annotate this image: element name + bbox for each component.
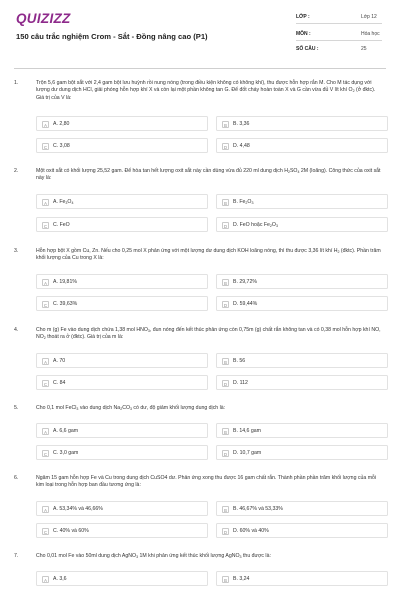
- option-b[interactable]: [216, 194, 388, 209]
- option-text: C. 3,08: [53, 143, 70, 149]
- question-number: 3.: [14, 248, 19, 254]
- option-letter-badge: D: [223, 223, 228, 229]
- option-a[interactable]: [36, 501, 208, 516]
- option-a[interactable]: [36, 423, 208, 438]
- meta-divider: [296, 23, 382, 24]
- option-letter-badge: B: [222, 121, 229, 128]
- question-text: Cho m (g) Fe vào dung dịch chứa 1,38 mol $HNO_3$, đun nóng đến kết thúc phản ứng còn 0,75m (g) chất rắn không tan và có 0,38 mol hỗn hợp khí NO, $NO_2$ thoát ra ở (đktc). Giá trị của m là:: [36, 327, 381, 341]
- option-letter-badge: B: [222, 199, 229, 206]
- option-letter-badge: C: [43, 529, 48, 535]
- option-c[interactable]: [36, 523, 208, 538]
- option-text: A. 6,6 gam: [53, 428, 79, 434]
- worksheet-title: 150 câu trắc nghiệm Crom - Sắt - Đồng nâng cao (P1): [16, 32, 208, 41]
- option-text: D. FeO hoặc $Fe_2O_3$: [233, 222, 278, 228]
- option-text: B. 56: [233, 358, 246, 364]
- meta-subject-label: MÔN :: [296, 31, 311, 37]
- option-b[interactable]: [216, 571, 388, 586]
- option-a[interactable]: [36, 353, 208, 368]
- question-text: Trộn 5,6 gam bột sắt với 2,4 gam bột lưu huỳnh rồi nung nóng (trong điều kiện không có không khí), thu được hỗn hợp rắn M. Cho M tác dụng với lượng dư dung dịch HCl, giải phóng hỗn hợp khí X và còn lại một phần không tan G. Để đốt cháy hoàn toàn X và G cần vừa đủ V lít khí $O_2$ (ở đktc). Giá trị của V là:: [36, 80, 376, 101]
- option-text: C. FeO: [53, 222, 70, 228]
- option-letter-badge: B: [222, 506, 229, 513]
- option-c[interactable]: [36, 375, 208, 390]
- option-letter-badge: D: [223, 451, 228, 457]
- option-text: C. 3,0 gam: [53, 450, 79, 456]
- option-text: D. 60% và 40%: [233, 528, 269, 534]
- meta-question-count-value: 25: [361, 46, 367, 52]
- question-text: Hỗn hợp bột X gồm Cu, Zn. Nếu cho 0,25 mol X phản ứng với một lượng dư dung dịch KOH loãng nóng, thì thu được 3,36 lít khí $H_2$ (đktc). Phần trăm khối lượng của Cu trong X là:: [36, 248, 381, 262]
- option-c[interactable]: [36, 217, 208, 232]
- worksheet-header: [0, 0, 400, 68]
- meta-question-count-label: SỐ CÂU :: [296, 46, 319, 52]
- option-a[interactable]: [36, 194, 208, 209]
- option-text: B. $Fe_2O_3$: [233, 199, 254, 205]
- option-letter-badge: C: [43, 451, 48, 457]
- option-letter-badge: A: [42, 428, 49, 435]
- option-text: A. 2,80: [53, 121, 70, 127]
- option-text: D. 4,48: [233, 143, 250, 149]
- option-letter-badge: A: [42, 199, 49, 206]
- option-letter-badge: C: [43, 144, 48, 150]
- option-a[interactable]: [36, 274, 208, 289]
- option-letter-badge: D: [223, 529, 228, 535]
- question-number: 1.: [14, 80, 19, 86]
- option-text: A. 70: [53, 358, 66, 364]
- question-number: 7.: [14, 553, 19, 559]
- option-d[interactable]: [216, 523, 388, 538]
- option-text: A. 3,6: [53, 576, 67, 582]
- option-b[interactable]: [216, 423, 388, 438]
- option-text: B. 14,6 gam: [233, 428, 261, 434]
- option-letter-badge: D: [223, 144, 228, 150]
- option-text: B. 46,67% và 53,33%: [233, 506, 283, 512]
- meta-grade-value: Lớp 12: [361, 14, 377, 20]
- option-d[interactable]: [216, 138, 388, 153]
- option-c[interactable]: [36, 445, 208, 460]
- option-d[interactable]: [216, 375, 388, 390]
- question-text: Cho 0,1 mol FeCl$_3$ vào dung dịch $Na_2CO_3$ có dư, độ giảm khối lượng dung dịch là:: [36, 405, 226, 411]
- question-number: 4.: [14, 327, 19, 333]
- option-text: D. 112: [233, 380, 248, 386]
- option-d[interactable]: [216, 445, 388, 460]
- option-letter-badge: D: [223, 302, 228, 308]
- option-text: A. 53,34% và 46,66%: [53, 506, 103, 512]
- option-letter-badge: C: [43, 381, 48, 387]
- option-text: A. $Fe_3O_4$: [53, 199, 74, 205]
- meta-grade-label: LỚP :: [296, 14, 310, 20]
- question-number: 6.: [14, 475, 19, 481]
- question-number: 5.: [14, 405, 19, 411]
- option-d[interactable]: [216, 217, 388, 232]
- option-letter-badge: A: [42, 576, 49, 583]
- option-text: C. 39,63%: [53, 301, 78, 307]
- question-text: Ngâm 15 gam hỗn hợp Fe và Cu trong dung dịch CuSO4 dư. Phản ứng xong thu được 16 gam chất rắn. Thành phần phần trăm khối lượng của mỗi kim loại trong hỗn hợp ban đầu tương ứng là:: [36, 475, 377, 489]
- option-letter-badge: D: [223, 381, 228, 387]
- option-letter-badge: B: [222, 358, 229, 365]
- option-text: D. 59,44%: [233, 301, 258, 307]
- option-a[interactable]: [36, 116, 208, 131]
- option-letter-badge: A: [42, 506, 49, 513]
- option-letter-badge: C: [43, 302, 48, 308]
- option-letter-badge: B: [222, 428, 229, 435]
- option-text: B. 3,24: [233, 576, 250, 582]
- option-c[interactable]: [36, 296, 208, 311]
- option-c[interactable]: [36, 138, 208, 153]
- option-letter-badge: A: [42, 121, 49, 128]
- option-a[interactable]: [36, 571, 208, 586]
- option-text: C. 40% và 60%: [53, 528, 89, 534]
- option-b[interactable]: [216, 501, 388, 516]
- question-text: Một oxit sắt có khối lượng 25,52 gam. Để hòa tan hết lượng oxit sắt này cần dùng vừa đủ 220 ml dung dịch $H_2SO_4$ 2M (loãng). Công thức của oxit sắt này là:: [36, 168, 381, 182]
- option-b[interactable]: [216, 353, 388, 368]
- header-divider: [14, 68, 386, 69]
- option-letter-badge: A: [42, 279, 49, 286]
- option-letter-badge: A: [42, 358, 49, 365]
- question-number: 2.: [14, 168, 19, 174]
- meta-divider: [296, 40, 382, 41]
- option-d[interactable]: [216, 296, 388, 311]
- question-text: Cho 0,01 mol Fe vào 50ml dung dịch AgNO$_3$ 1M khi phản ứng kết thúc khối lượng AgNO$_3$ thu được là:: [36, 553, 271, 559]
- option-text: C. 84: [53, 380, 66, 386]
- option-text: B. 29,72%: [233, 279, 257, 285]
- option-text: A. 19,81%: [53, 279, 77, 285]
- option-letter-badge: B: [222, 279, 229, 286]
- option-text: B. 3,36: [233, 121, 250, 127]
- option-b[interactable]: [216, 274, 388, 289]
- option-letter-badge: B: [222, 576, 229, 583]
- meta-subject-value: Hóa học: [361, 31, 380, 37]
- quizizz-logo: QUIZIZZ: [16, 11, 71, 26]
- option-b[interactable]: [216, 116, 388, 131]
- option-letter-badge: C: [43, 223, 48, 229]
- option-text: D. 10,7 gam: [233, 450, 262, 456]
